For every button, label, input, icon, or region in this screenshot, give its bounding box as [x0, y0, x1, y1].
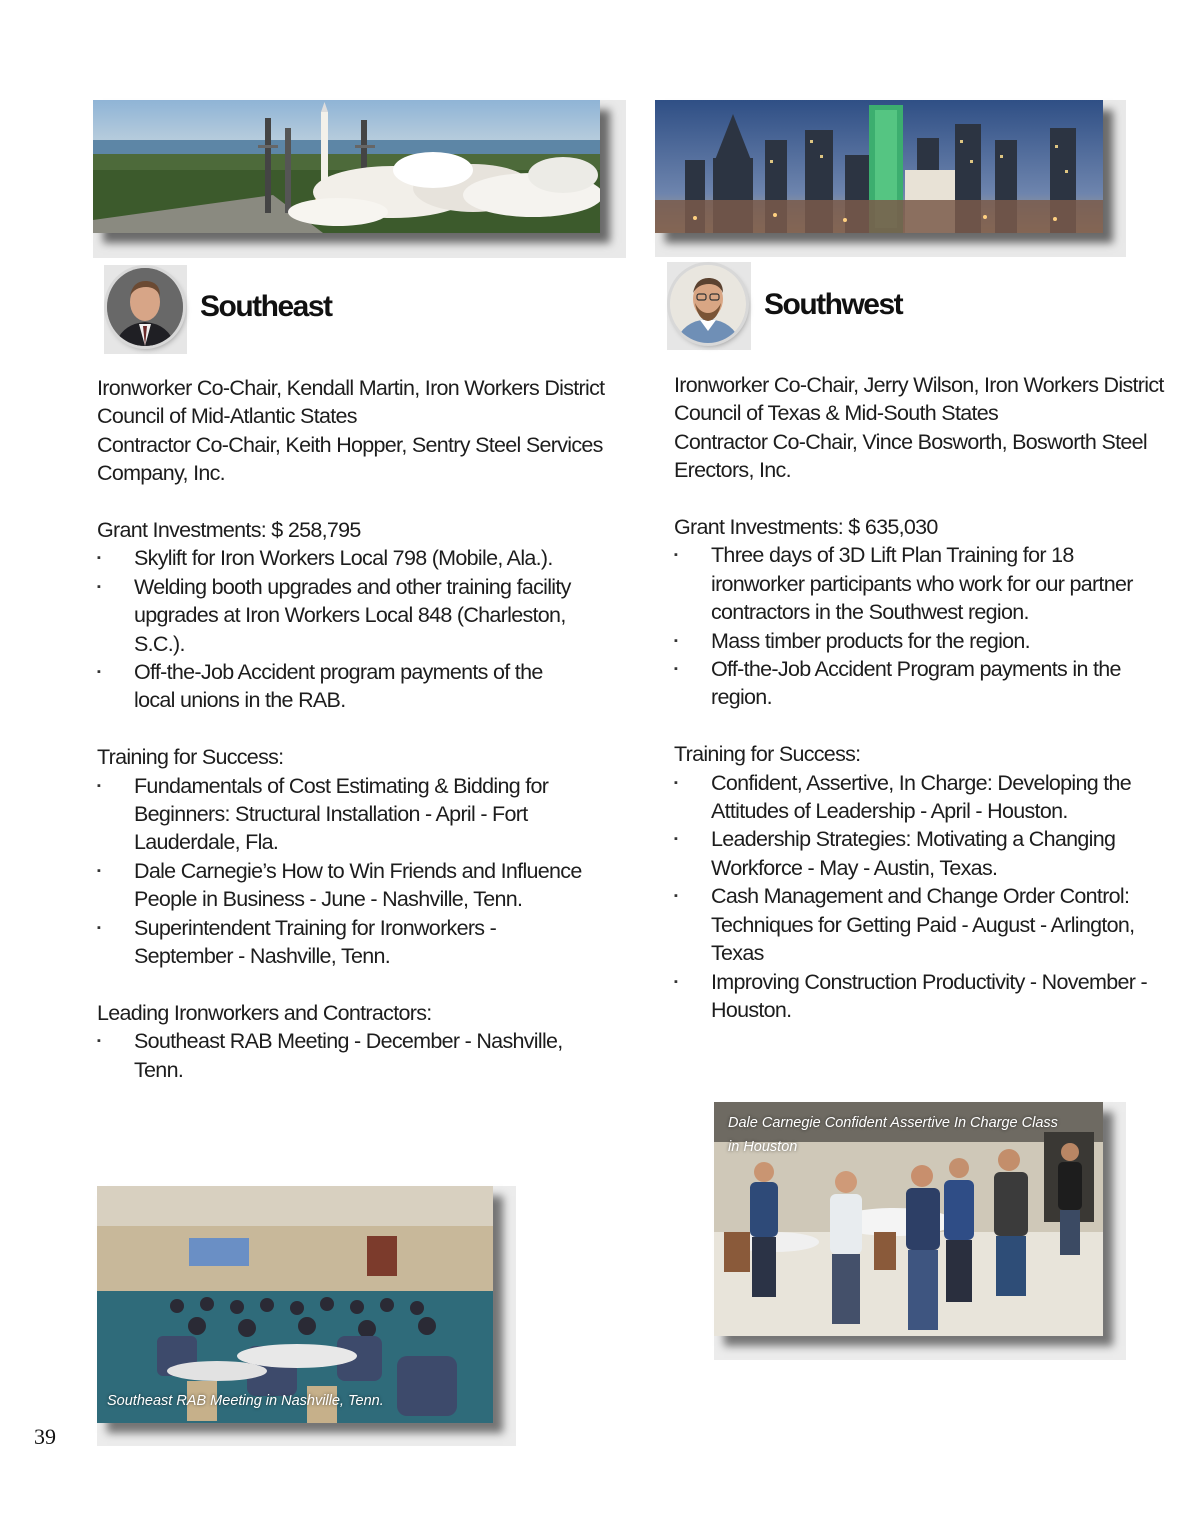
list-item: ▪ Fundamentals of Cost Estimating & Bidding for Beginners: Structural Installation - April - Fort Lauderdale, Fla. — [97, 772, 582, 857]
list-item: ▪ Off-the-Job Accident program payments of the local unions in the RAB. — [97, 658, 577, 715]
southeast-grant-heading: Grant Investments: $ 258,795 — [97, 518, 361, 543]
southwest-column — [674, 371, 1174, 1024]
southeast-leading-heading: Leading Ironworkers and Contractors: — [97, 1000, 432, 1025]
list-item: ▪ Welding booth upgrades and other training facility upgrades at Iron Workers Local 848 (Charleston, S.C.). — [97, 573, 577, 658]
list-item: ▪ Dale Carnegie’s How to Win Friends and Influence People in Business - June - Nashville, Tenn. — [97, 857, 582, 914]
page-number: 39 — [34, 1424, 56, 1449]
southeast-grant-list — [97, 544, 577, 714]
southeast-title: Southeast — [200, 290, 332, 323]
city-skyline-photo — [655, 100, 1103, 233]
rab-meeting-photo — [97, 1186, 493, 1423]
list-item: ▪ Confident, Assertive, In Charge: Developing the Attitudes of Leadership - April - Houston. — [674, 769, 1174, 826]
southeast-chair-line: Contractor Co-Chair, Keith Hopper, Sentry Steel Services — [97, 432, 603, 457]
caption-line: in Houston — [728, 1139, 798, 1155]
southeast-training-heading: Training for Success: — [97, 745, 284, 770]
southeast-leading-list — [97, 1027, 597, 1084]
list-item: ▪ Improving Construction Productivity - November - Houston. — [674, 968, 1174, 1025]
list-item: ▪ Cash Management and Change Order Control: Techniques for Getting Paid - August - Arlington, Texas — [674, 882, 1174, 967]
southeast-chairs — [97, 374, 617, 488]
southwest-chair-line: Council of Texas & Mid-South States — [674, 401, 999, 426]
southwest-chair-line: Erectors, Inc. — [674, 458, 791, 483]
southwest-chairs — [674, 371, 1174, 485]
southeast-column — [97, 374, 617, 1084]
southwest-grant-list — [674, 541, 1159, 711]
list-item: ▪ Off-the-Job Accident Program payments in the region. — [674, 655, 1159, 712]
southeast-chair-line: Company, Inc. — [97, 461, 225, 486]
caption-line: Dale Carnegie Confident Assertive In Charge Class — [728, 1115, 1058, 1131]
southeast-banner-frame — [93, 100, 626, 258]
southeast-training-list — [97, 772, 582, 971]
list-item: ▪ Southeast RAB Meeting - December - Nashville, Tenn. — [97, 1027, 597, 1084]
southeast-chair-line: Ironworker Co-Chair, Kendall Martin, Iron Workers District — [97, 376, 605, 400]
southwest-banner-frame — [655, 100, 1126, 257]
southeast-portrait-frame — [104, 265, 187, 354]
southeast-photo-caption: Southeast RAB Meeting in Nashville, Tenn. — [107, 1393, 384, 1409]
southwest-chair-portrait — [670, 265, 746, 343]
list-item: ▪ Leadership Strategies: Motivating a Changing Workforce - May - Austin, Texas. — [674, 825, 1174, 882]
rocket-launch-photo — [93, 100, 600, 233]
southwest-training-list — [674, 769, 1174, 1025]
southwest-chair-line: Ironworker Co-Chair, Jerry Wilson, Iron Workers District — [674, 373, 1164, 397]
southeast-chair-line: Council of Mid-Atlantic States — [97, 404, 357, 429]
southwest-title: Southwest — [764, 288, 903, 321]
southwest-portrait-frame — [667, 262, 751, 350]
list-item: ▪ Mass timber products for the region. — [674, 627, 1159, 655]
list-item: ▪ Skylift for Iron Workers Local 798 (Mobile, Ala.). — [97, 544, 577, 572]
southeast-chair-portrait — [107, 268, 183, 346]
southwest-grant-heading: Grant Investments: $ 635,030 — [674, 515, 938, 540]
southwest-training-heading: Training for Success: — [674, 742, 861, 767]
list-item: ▪ Three days of 3D Lift Plan Training for 18 ironworker participants who work for our partner contractors in the Southwest region. — [674, 541, 1159, 626]
southwest-chair-line: Contractor Co-Chair, Vince Bosworth, Bosworth Steel — [674, 429, 1147, 454]
southwest-photo-caption — [728, 1111, 1058, 1159]
list-item: ▪ Superintendent Training for Ironworkers - September - Nashville, Tenn. — [97, 914, 582, 971]
